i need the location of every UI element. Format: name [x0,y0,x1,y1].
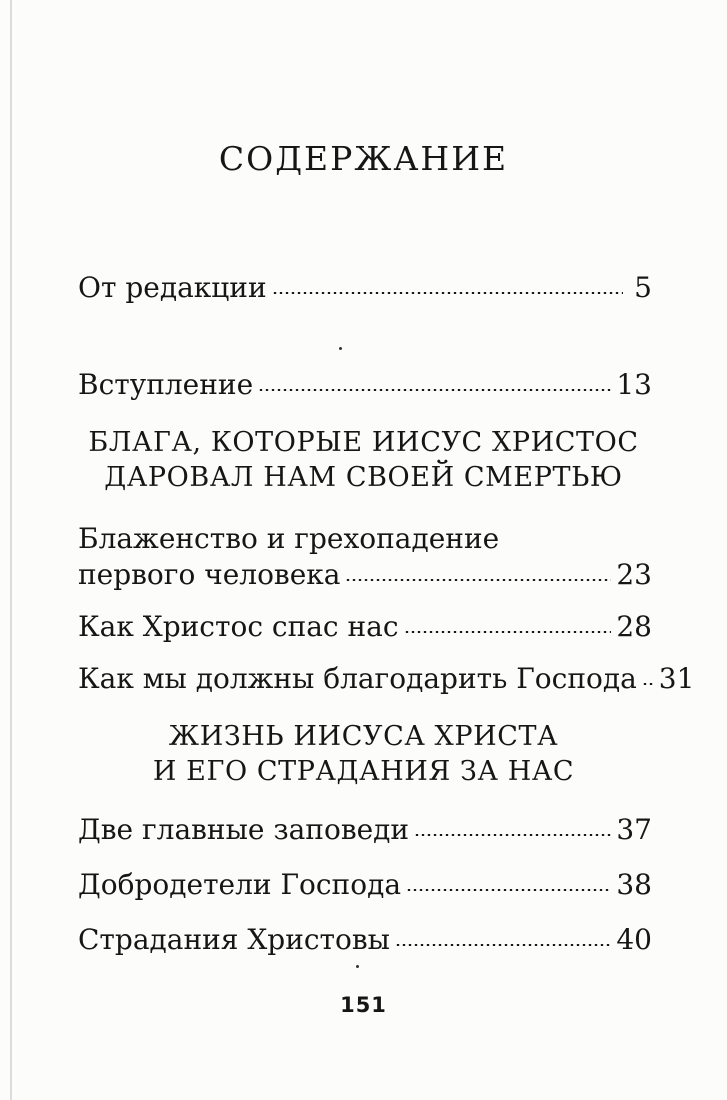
toc-entry-label: Как Христос спас нас [78,610,399,643]
toc-entry-page: 37 [616,813,652,846]
toc-entry-line [78,867,652,903]
section-heading-line: ЖИЗНЬ ИИСУСА ХРИСТА [168,721,559,752]
toc-entry [78,661,695,697]
toc-entry [78,812,652,848]
toc-entry-label: Добродетели Господа [78,868,402,901]
toc-entry-line [78,812,652,848]
toc-entry-line [78,270,652,306]
toc-entry-label: первого человека [78,558,341,591]
toc-entry-page: 28 [616,610,652,643]
dot-leader [272,292,623,294]
section-heading-line: И ЕГО СТРАДАНИЯ ЗА НАС [152,756,575,787]
toc-entry-page: 13 [616,368,652,401]
stray-print-dot [339,347,342,350]
dot-leader [395,944,611,946]
toc-entry-line [78,367,652,403]
dot-leader [406,889,611,891]
toc-entry-label: От редакции [78,271,267,304]
toc-entry [78,609,652,645]
toc-entry-line [78,922,652,958]
stray-print-dot [356,965,359,968]
toc-entry-label: Страдания Христовы [78,923,390,956]
toc-entry-label: Две главные заповеди [78,813,410,846]
section-heading-line: ДАРОВАЛ НАМ СВОЕЙ СМЕРТЬЮ [104,462,623,493]
section-heading [0,425,727,495]
toc-entry-line [78,661,695,697]
toc-entry-page: 38 [616,868,652,901]
toc-entry-label: Блаженство и грехопадение [78,522,500,555]
toc-entry-line [78,609,652,645]
toc-entry-page: 31 [658,662,695,695]
page-title: СОДЕРЖАНИЕ [218,139,509,178]
toc-entry-page: 5 [634,271,652,304]
dot-leader [642,683,654,685]
toc-entry-page: 40 [616,923,652,956]
toc-entry [78,270,652,306]
section-heading [0,719,727,789]
toc-entry-line [78,557,652,593]
toc-entry-label: Вступление [78,368,254,401]
dot-leader [258,389,611,391]
section-heading-line: БЛАГА, КОТОРЫЕ ИИСУС ХРИСТОС [88,427,639,458]
toc-entry-page: 23 [616,558,652,591]
toc-entry [78,922,652,958]
page-number: 151 [340,993,387,1017]
toc-entry-label: Как мы должны благодарить Господа [78,662,637,695]
dot-leader [414,834,611,836]
dot-leader [345,579,611,581]
toc-entry [78,521,652,593]
dot-leader [404,631,612,633]
toc-entry [78,867,652,903]
toc-entry [78,367,652,403]
